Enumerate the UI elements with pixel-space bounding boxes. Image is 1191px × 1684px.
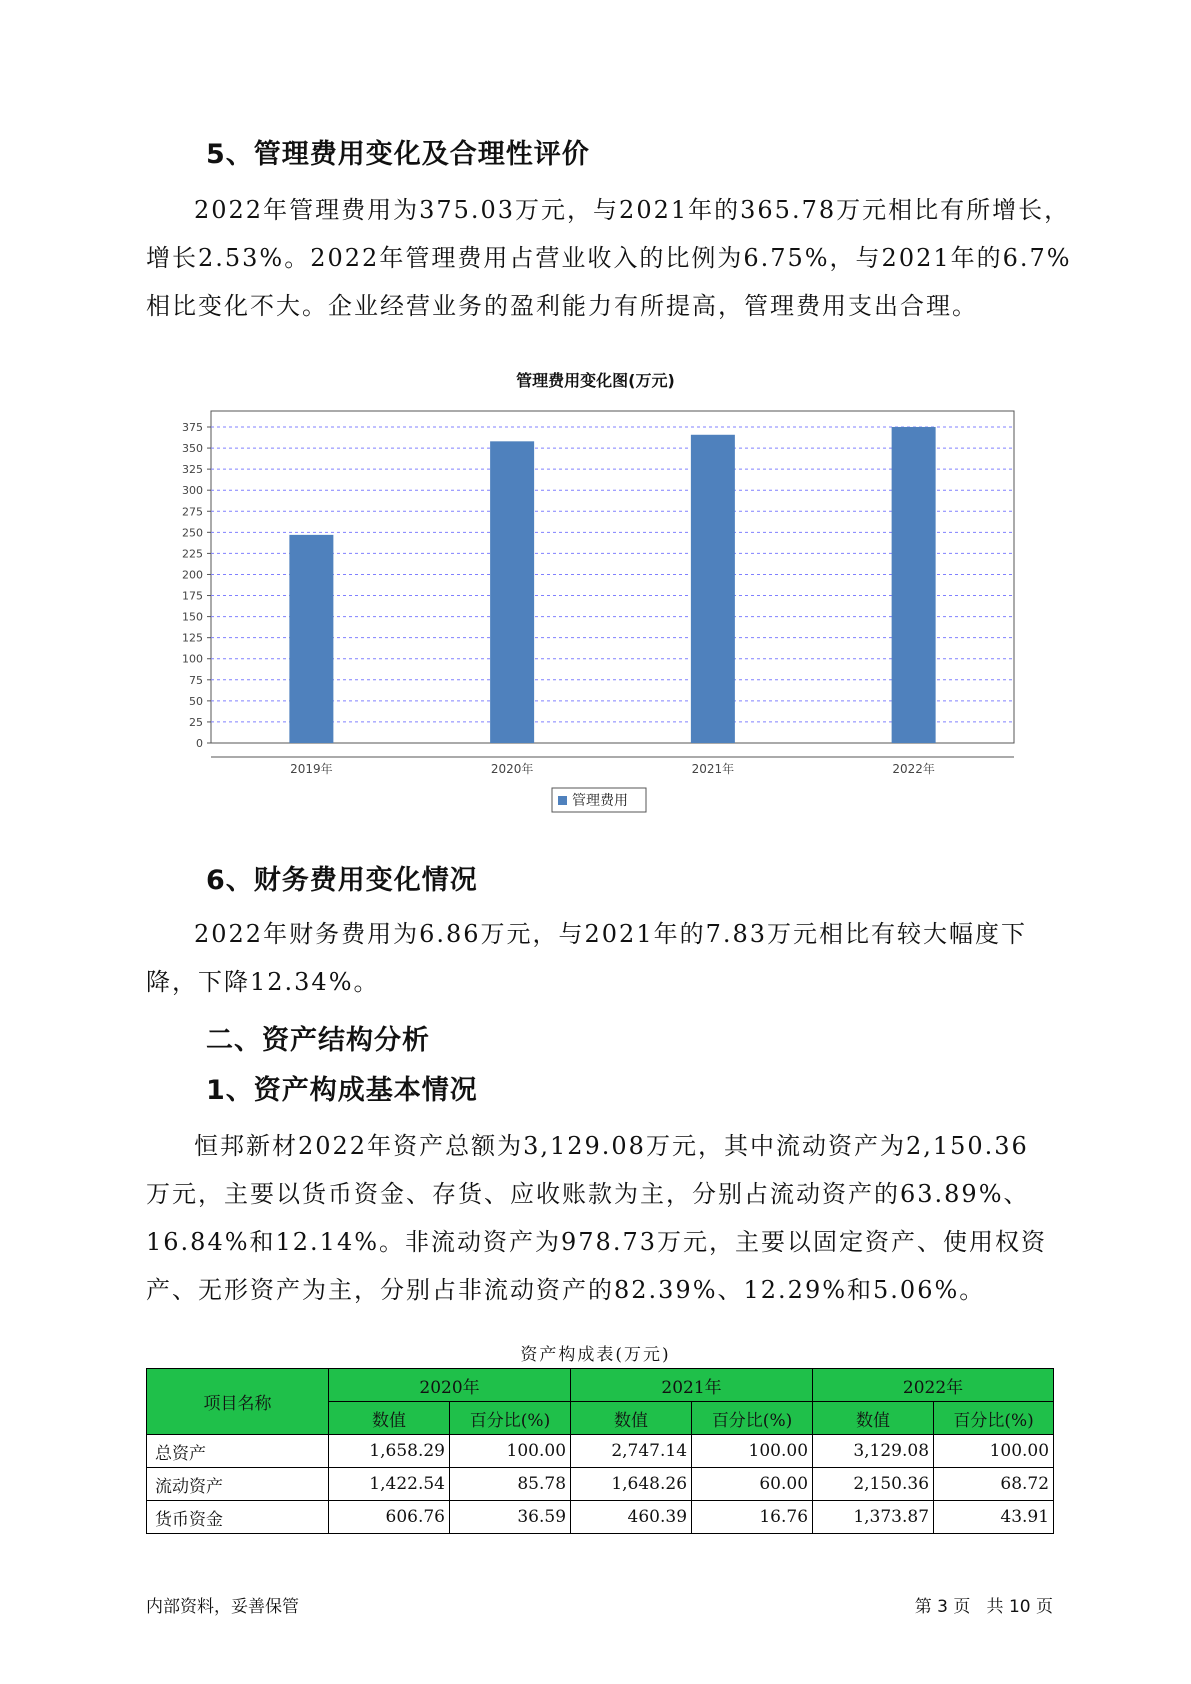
cell-percent: 36.59 bbox=[450, 1501, 571, 1534]
y-tick-label: 250 bbox=[182, 526, 203, 540]
bar bbox=[490, 441, 534, 743]
y-tick-label: 125 bbox=[182, 631, 203, 645]
y-tick-label: 0 bbox=[196, 737, 203, 750]
y-tick-label: 50 bbox=[189, 694, 203, 708]
paragraph-line: 增长2.53%。2022年管理费用占营业收入的比例为6.75%，与2021年的6.7% bbox=[146, 244, 1072, 272]
y-tick-label: 300 bbox=[182, 484, 203, 498]
paragraph-line: 16.84%和12.14%。非流动资产为978.73万元，主要以固定资产、使用权资 bbox=[146, 1228, 1047, 1256]
bar bbox=[691, 435, 735, 743]
admin-expenses-chart bbox=[0, 0, 1191, 820]
section-heading-asset-structure: 二、资产结构分析 bbox=[206, 1025, 430, 1056]
table-header-year: 2020年 bbox=[329, 1369, 571, 1402]
section-heading-financial-expenses: 6、财务费用变化情况 bbox=[206, 865, 478, 896]
x-tick-label: 2021年 bbox=[691, 762, 735, 776]
paragraph-line: 万元，主要以货币资金、存货、应收账款为主，分别占流动资产的63.89%、 bbox=[146, 1180, 1030, 1208]
bar bbox=[892, 427, 936, 743]
y-tick-label: 275 bbox=[182, 505, 203, 519]
paragraph-line: 恒邦新材2022年资产总额为3,129.08万元，其中流动资产为2,150.36 bbox=[194, 1132, 1029, 1160]
asset-composition-paragraph bbox=[146, 1122, 1066, 1314]
table-subheader-percent: 百分比(%) bbox=[450, 1402, 571, 1435]
y-tick-label: 325 bbox=[182, 463, 203, 477]
cell-percent: 85.78 bbox=[450, 1468, 571, 1501]
cell-percent: 43.91 bbox=[934, 1501, 1054, 1534]
paragraph-line: 降，下降12.34%。 bbox=[146, 968, 380, 996]
cell-percent: 100.00 bbox=[450, 1435, 571, 1468]
row-name: 流动资产 bbox=[147, 1468, 329, 1501]
table-header-item-name: 项目名称 bbox=[147, 1369, 329, 1435]
cell-percent: 100.00 bbox=[692, 1435, 813, 1468]
y-tick-label: 225 bbox=[182, 547, 203, 561]
x-tick-label: 2019年 bbox=[290, 762, 333, 776]
legend-swatch bbox=[558, 796, 567, 805]
paragraph-line: 产、无形资产为主，分别占非流动资产的82.39%、12.29%和5.06%。 bbox=[146, 1276, 986, 1304]
chart-title: 管理费用变化图(万元) bbox=[516, 371, 675, 390]
cell-percent: 68.72 bbox=[934, 1468, 1054, 1501]
cell-value: 1,422.54 bbox=[329, 1468, 450, 1501]
table-header-year: 2022年 bbox=[813, 1369, 1054, 1402]
cell-value: 2,747.14 bbox=[571, 1435, 692, 1468]
cell-value: 1,373.87 bbox=[813, 1501, 934, 1534]
section-heading-asset-composition: 1、资产构成基本情况 bbox=[206, 1075, 478, 1106]
financial-expenses-paragraph bbox=[146, 910, 1066, 1006]
cell-value: 3,129.08 bbox=[813, 1435, 934, 1468]
x-tick-label: 2022年 bbox=[892, 762, 935, 776]
cell-value: 606.76 bbox=[329, 1501, 450, 1534]
y-tick-label: 200 bbox=[182, 568, 203, 582]
cell-value: 2,150.36 bbox=[813, 1468, 934, 1501]
cell-value: 1,648.26 bbox=[571, 1468, 692, 1501]
footer-confidential-note: 内部资料，妥善保管 bbox=[146, 1597, 299, 1617]
table-subheader-value: 数值 bbox=[329, 1402, 450, 1435]
table-subheader-value: 数值 bbox=[813, 1402, 934, 1435]
x-tick-label: 2020年 bbox=[490, 762, 534, 776]
y-tick-label: 75 bbox=[189, 673, 203, 687]
paragraph-line: 相比变化不大。企业经营业务的盈利能力有所提高，管理费用支出合理。 bbox=[146, 292, 978, 320]
table-row bbox=[147, 1468, 1054, 1501]
cell-percent: 100.00 bbox=[934, 1435, 1054, 1468]
table-caption: 资产构成表(万元) bbox=[520, 1345, 671, 1365]
table-subheader-percent: 百分比(%) bbox=[934, 1402, 1054, 1435]
cell-value: 460.39 bbox=[571, 1501, 692, 1534]
table-header-year: 2021年 bbox=[571, 1369, 813, 1402]
table-row bbox=[147, 1435, 1054, 1468]
legend-label: 管理费用 bbox=[572, 793, 628, 809]
row-name: 总资产 bbox=[147, 1435, 329, 1468]
table-subheader-percent: 百分比(%) bbox=[692, 1402, 813, 1435]
cell-percent: 16.76 bbox=[692, 1501, 813, 1534]
y-tick-label: 100 bbox=[182, 652, 203, 666]
table-row bbox=[147, 1501, 1054, 1534]
y-tick-label: 375 bbox=[182, 421, 203, 434]
y-tick-label: 350 bbox=[182, 442, 203, 456]
y-tick-label: 25 bbox=[189, 715, 203, 729]
bar bbox=[289, 535, 333, 743]
row-name: 货币资金 bbox=[147, 1501, 329, 1534]
cell-percent: 60.00 bbox=[692, 1468, 813, 1501]
y-tick-label: 175 bbox=[182, 589, 203, 603]
paragraph-line: 2022年财务费用为6.86万元，与2021年的7.83万元相比有较大幅度下 bbox=[194, 920, 1028, 948]
y-tick-label: 150 bbox=[182, 610, 203, 624]
table-subheader-value: 数值 bbox=[571, 1402, 692, 1435]
section-heading-admin-expenses: 5、管理费用变化及合理性评价 bbox=[206, 139, 590, 170]
cell-value: 1,658.29 bbox=[329, 1435, 450, 1468]
asset-composition-table bbox=[146, 1368, 1054, 1534]
footer-page-number: 第 3 页 共 10 页 bbox=[914, 1597, 1053, 1617]
paragraph-line: 2022年管理费用为375.03万元，与2021年的365.78万元相比有所增长， bbox=[194, 196, 1071, 224]
